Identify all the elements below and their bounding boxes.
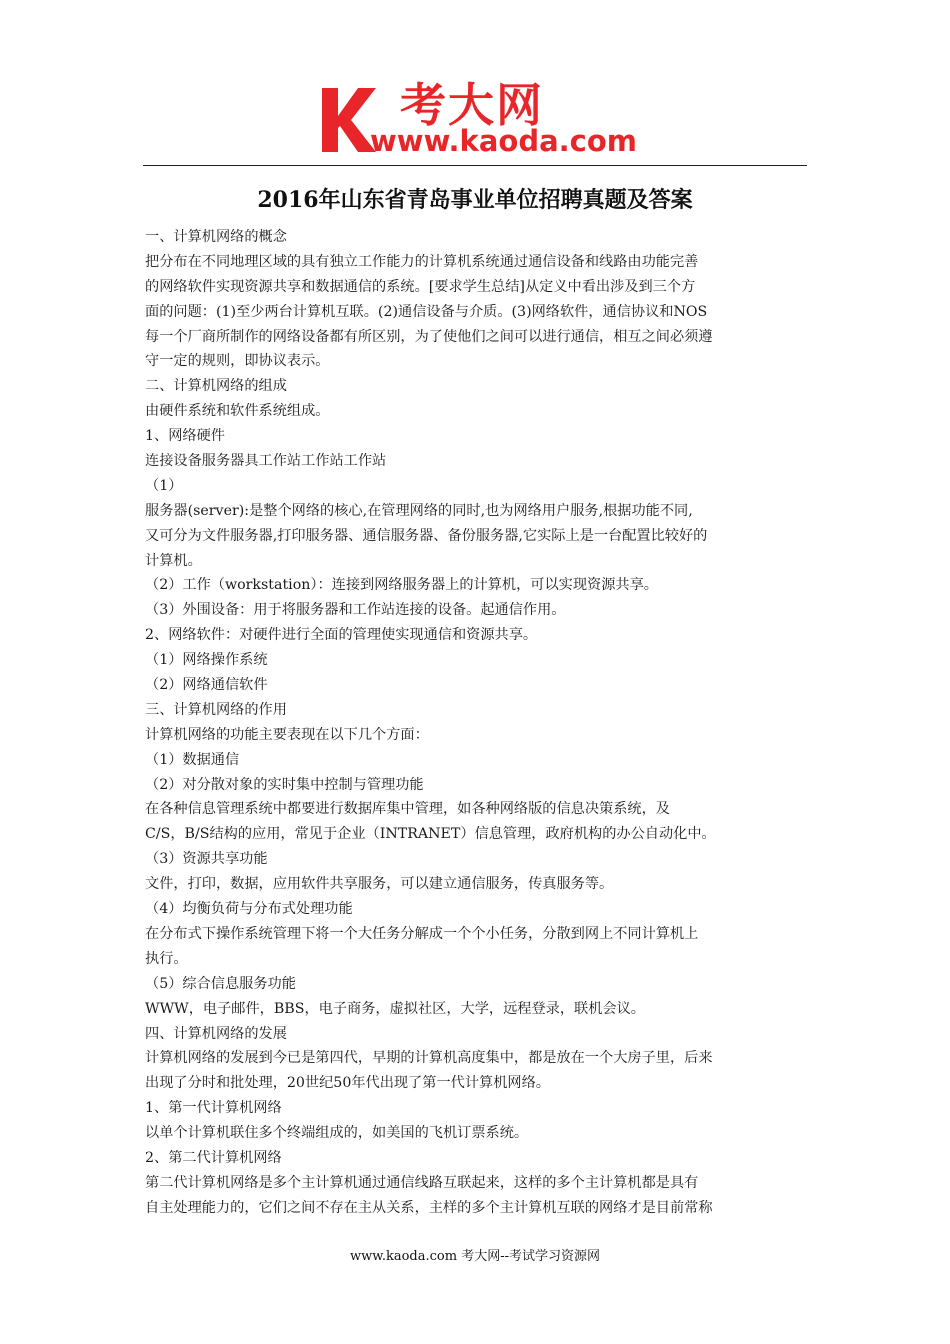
text-line: WWW，电子邮件，BBS，电子商务，虚拟社区，大学，远程登录，联机会议。 bbox=[145, 1000, 645, 1017]
text-line: 服务器(server):是整个网络的核心,在管理网络的同时,也为网络用户服务,根据功能不同, bbox=[145, 502, 693, 519]
text-line: （2）对分散对象的实时集中控制与管理功能 bbox=[145, 776, 424, 793]
page-footer: www.kaoda.com 考大网--考试学习资源网 bbox=[350, 1249, 600, 1264]
text-line: C/S，B/S结构的应用，常见于企业（INTRANET）信息管理，政府机构的办公自动化中。 bbox=[145, 826, 716, 843]
text-line: （3）外围设备：用于将服务器和工作站连接的设备。起通信作用。 bbox=[145, 602, 566, 619]
text-line: 在分布式下操作系统管理下将一个大任务分解成一个个小任务，分散到网上不同计算机上 bbox=[145, 925, 699, 942]
text-line: 执行。 bbox=[145, 950, 188, 967]
text-line: 2、第二代计算机网络 bbox=[145, 1149, 282, 1166]
text-line: 由硬件系统和软件系统组成。 bbox=[145, 403, 330, 420]
logo-brand-text: 考大网 bbox=[400, 78, 544, 132]
text-line: 在各种信息管理系统中都要进行数据库集中管理，如各种网络版的信息决策系统，及 bbox=[145, 801, 670, 818]
text-line: 每一个厂商所制作的网络设备都有所区别，为了使他们之间可以进行通信，相互之间必须遵 bbox=[145, 328, 713, 345]
text-line: 自主处理能力的，它们之间不存在主从关系，主样的多个主计算机互联的网络才是目前常称 bbox=[145, 1199, 713, 1216]
text-line: （1）数据通信 bbox=[145, 751, 240, 768]
text-line: （2）工作（workstation）：连接到网络服务器上的计算机，可以实现资源共享。 bbox=[145, 577, 658, 594]
text-line: 三、计算机网络的作用 bbox=[145, 701, 287, 718]
text-line: 计算机网络的功能主要表现在以下几个方面： bbox=[145, 726, 429, 743]
site-logo[interactable] bbox=[318, 80, 648, 160]
text-line: 2、网络软件：对硬件进行全面的管理使实现通信和资源共享。 bbox=[145, 627, 538, 644]
text-line: 二、计算机网络的组成 bbox=[145, 378, 287, 395]
text-line: 把分布在不同地理区域的具有独立工作能力的计算机系统通过通信设备和线路由功能完善 bbox=[145, 253, 699, 270]
text-line: （5）综合信息服务功能 bbox=[145, 975, 296, 992]
text-line: （3）资源共享功能 bbox=[145, 851, 268, 868]
text-line: 第二代计算机网络是多个主计算机通过通信线路互联起来，这样的多个主计算机都是具有 bbox=[145, 1174, 699, 1191]
header-divider bbox=[143, 165, 807, 166]
text-line: （1） bbox=[145, 477, 183, 494]
text-line: 计算机。 bbox=[145, 552, 202, 569]
text-line: 连接设备服务器具工作站工作站工作站 bbox=[145, 453, 387, 470]
text-line: 一、计算机网络的概念 bbox=[145, 229, 287, 245]
text-line: 面的问题：(1)至少两台计算机互联。(2)通信设备与介质。(3)网络软件，通信协议和NOS bbox=[145, 303, 708, 320]
text-line: （1）网络操作系统 bbox=[145, 652, 268, 669]
logo-url-text: www.kaoda.com bbox=[370, 124, 637, 158]
text-line: 1、第一代计算机网络 bbox=[145, 1100, 282, 1117]
text-line: （4）均衡负荷与分布式处理功能 bbox=[145, 901, 353, 918]
text-line: 1、网络硬件 bbox=[145, 428, 225, 445]
document-title: 2016年山东省青岛事业单位招聘真题及答案 bbox=[257, 187, 693, 213]
text-line: 四、计算机网络的发展 bbox=[145, 1025, 287, 1042]
text-line: 计算机网络的发展到今已是第四代，早期的计算机高度集中，都是放在一个大房子里，后来 bbox=[145, 1050, 713, 1067]
text-line: 出现了分时和批处理，20世纪50年代出现了第一代计算机网络。 bbox=[145, 1075, 550, 1092]
text-line: 的网络软件实现资源共享和数据通信的系统。[要求学生总结]从定义中看出涉及到三个方 bbox=[145, 278, 696, 295]
text-line: 文件，打印，数据，应用软件共享服务，可以建立通信服务，传真服务等。 bbox=[145, 876, 614, 893]
text-line: 又可分为文件服务器,打印服务器、通信服务器、备份服务器,它实际上是一台配置比较好的 bbox=[145, 527, 708, 544]
text-line: （2）网络通信软件 bbox=[145, 677, 268, 694]
text-line: 以单个计算机联住多个终端组成的，如美国的飞机订票系统。 bbox=[145, 1125, 529, 1142]
text-line: 守一定的规则，即协议表示。 bbox=[145, 353, 330, 370]
document-body bbox=[145, 225, 810, 1221]
